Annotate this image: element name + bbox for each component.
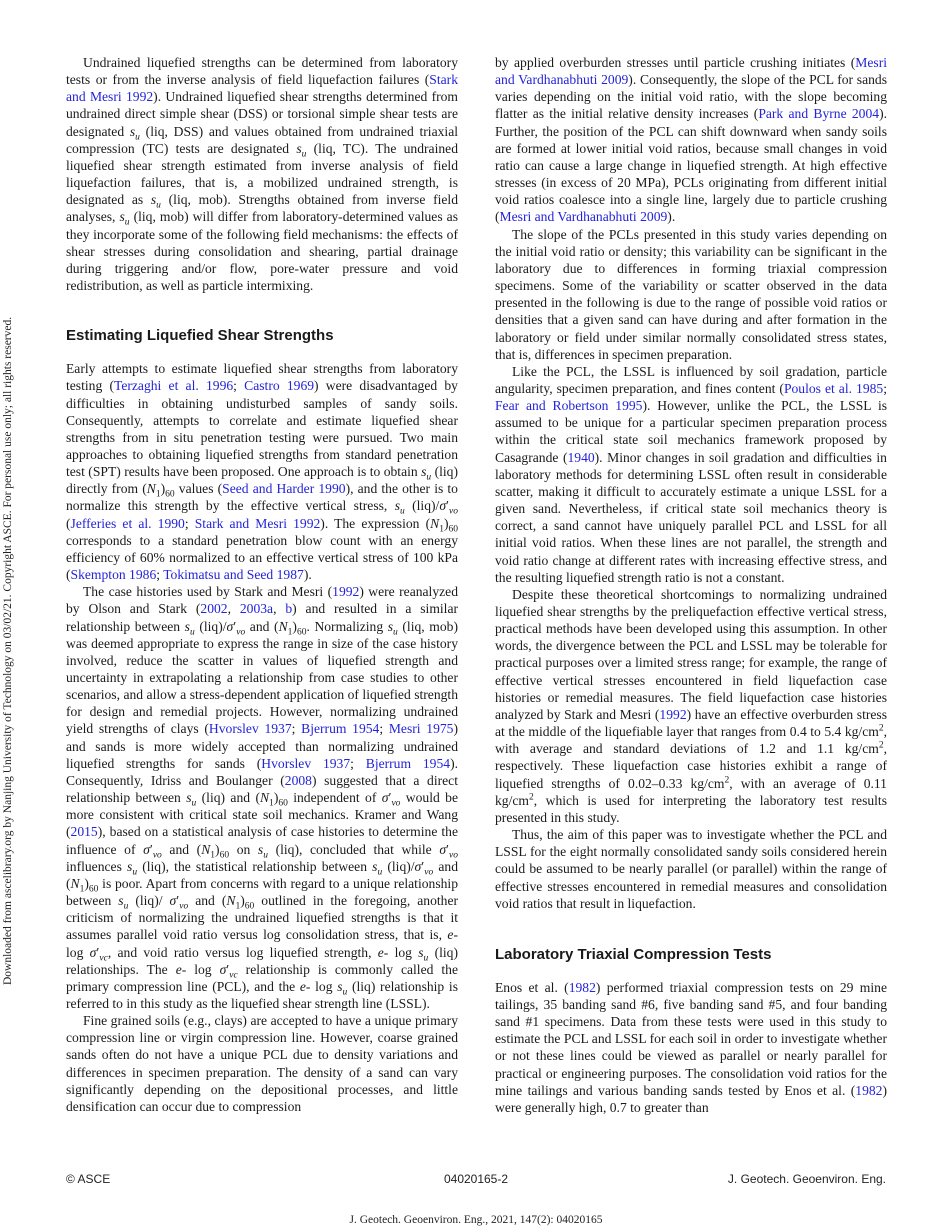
math-su-ratio: $s_u$ $(liq)/\sigma'_{vo}$	[184, 618, 246, 638]
math-su: $s_u$	[129, 123, 140, 143]
ref-link[interactable]: 2015	[70, 824, 98, 840]
math-n160: $(N_1)_{60}$	[66, 875, 99, 895]
math-su: $s_u$	[421, 464, 432, 483]
paragraph-intro: Undrained liquefied strengths can be determined from laboratory tests or from the inverse analysis of field liquefaction failures (Stark and Mesri 1992). Undrained liquefied shear strengths determined from undrained direct simple shear (DSS) or torsional simple shear tests are designated $s_u$ (liq, DSS) and values obtained from undrained triaxial compression (TC) tests are designated $s_u$ (liq, TC). The undrained liquefied shear strength estimated from inverse analysis of field liquefaction failures, that is, a mobilized undrained strength, is designated as $s_u$ (liq, mob). Strengths obtained from inverse field analyses, $s_u$ (liq, mob) will differ from laboratory-determined values as they incorporate some of the following field mechanisms: the effects of shear stresses during consolidation and shearing, partial drainage during triggering and/or flow, pore-water pressure and void redistribution, as well as particle intermixing.	[66, 55, 459, 294]
paragraph-overburden: by applied overburden stresses until particle crushing initiates (Mesri and Vardhanabhuti 2009). Consequently, the slope of the PCL for sands varies depending on the initial void ratio, with the slope becoming flatter as the initial relative density increases (Park and Byrne 2004). Further, the position of the PCL can shift downward when sandy soils are formed at lower initial void ratios, because small changes in void ratio can cause a large change in liquefied strength. At high effective stresses (in excess of 20 MPa), PCLs originating from different initial void ratios coalesce into a single line, largely due to particle crushing (Mesri and Vardhanabhuti 2009).	[495, 55, 888, 225]
ref-link[interactable]: 1992	[332, 584, 360, 600]
ref-link[interactable]: Seed and Harder 1990	[222, 481, 346, 497]
math-n160: $(N_1)_{60}$	[255, 790, 288, 809]
math-su-ratio: $s_u$ $(liq)/\sigma'_{vo}$	[372, 858, 434, 878]
math-su: $s_u$	[127, 858, 138, 878]
ref-link[interactable]: Bjerrum 1954	[301, 721, 380, 737]
math-sigma-vo: $\sigma'_{vo}$	[381, 790, 401, 809]
paragraph-early-attempts: Early attempts to estimate liquefied shear strengths from laboratory testing (Terzaghi et al. 1996; Castro 1969) were disadvantaged by difficulties in obtaining undisturbed samples of sandy soils. Consequently, attempts to correlate and estimate liquefied shear strengths from in situ penetration testing were pursued. Two main approaches to obtaining liquefied strengths from standard penetration test (SPT) results have been proposed. One approach is to obtain $s_u$ (liq) directly from $(N_1)_{60}$ values (Seed and Harder 1990), and the other is to normalize this strength by the effective vertical stress, $s_u$ $(liq)/\sigma'_{vo}$ (Jefferies et al. 1990; Stark and Mesri 1992). The expression $(N_1)_{60}$ corresponds to a standard penetration blow count with an energy efficiency of 60% normalized to an effective vertical stress of 100 kPa (Skempton 1986; Tokimatsu and Seed 1987).	[66, 361, 458, 583]
ref-link[interactable]: Hvorslev 1937	[261, 755, 351, 771]
ref-link[interactable]: 1982	[855, 1082, 883, 1098]
section-heading-estimating: Estimating Liquefied Shear Strengths	[66, 327, 334, 345]
ref-link[interactable]: Poulos et al. 1985	[783, 380, 884, 396]
math-su-liq: $s_u$ (liq)/ $\sigma'_{vo}$	[118, 893, 189, 912]
math-su: $s_u$	[296, 140, 307, 160]
ref-link[interactable]: 2003a	[239, 601, 274, 617]
ref-link[interactable]: Mesri and Vardhanabhuti 2009	[499, 209, 668, 225]
download-watermark: Downloaded from ascelibrary.org by Nanjing University of Technology on 03/02/21. Copyright ASCE. For personal use only; all rights reserved.	[2, 316, 14, 985]
page-citation: J. Geotech. Geoenviron. Eng., 2021, 147(2): 04020165	[349, 1214, 603, 1226]
section-heading-triaxial: Laboratory Triaxial Compression Tests	[495, 945, 772, 963]
math-su: $s_u$	[387, 618, 398, 638]
math-sigma-vo: $\sigma'_{vo}$	[143, 841, 162, 861]
math-n160: $(N_1)_{60}$	[425, 515, 458, 535]
ref-link[interactable]: b	[285, 601, 293, 617]
math-e-log-sigma: e- $\log \sigma'_{vc}$	[66, 927, 458, 964]
ref-link[interactable]: Stark and Mesri 1992	[194, 515, 321, 531]
paragraph-slope-pcl: The slope of the PCLs presented in this study varies depending on the initial void ratio or density; this variability can be significant in the laboratory due to differences in forming triaxial compression specimens. Some of the variability or scatter observed in the data presented in the following is due to the range of possible void ratios or densities that a given sand can have during and after formation in the laboratory or field under similar normally consolidated stress states, that is, differences in specimen preparation.	[495, 226, 887, 362]
paragraph-fine-grained: Fine grained soils (e.g., clays) are accepted to have a unique primary compression line or virgin compression line. However, coarse grained sands often do not have a unique PCL due to density variations and differences in specimen preparation. The density of a sand can vary significantly depending on the depositional processes, and little densification can occur due to compression	[66, 1013, 458, 1114]
math-n160: $(N_1)_{60}$	[221, 893, 255, 912]
ref-link[interactable]: Bjerrum 1954	[365, 755, 451, 771]
ref-link[interactable]: 1982	[568, 979, 596, 995]
math-n160: $(N_1)_{60}$	[142, 481, 175, 500]
paragraph-lssl: Like the PCL, the LSSL is influenced by soil gradation, particle angularity, specimen preparation, and fines content (Poulos et al. 1985; Fear and Robertson 1995). However, unlike the PCL, the LSSL is assumed to be unique for a particular specimen preparation process within the critical state soil mechanics framework proposed by Casagrande (1940). Minor changes in soil gradation and difficulties in laboratory methods for determining LSSL often result in considerable scatter, making it difficult to accurately estimate a unique LSSL for a given sand. Nevertheless, if critical state soil mechanics theory is correct, a sand cannot have uniquely parallel PCL and LSSL for all initial void ratios. When these lines are not parallel, the strength and void ratio change at different rates with increasing effective stress, and the resulting liquefied strength ratio is not a constant.	[495, 363, 888, 585]
paragraph-case-histories: The case histories used by Stark and Mesri (1992) were reanalyzed by Olson and Stark (2002, 2003a, b) and resulted in a similar relationship between $s_u$ $(liq)/\sigma'_{vo}$ and $(N_1)_{60}$. Normalizing $s_u$ (liq, mob) was deemed appropriate to express the range in size of the case history involved, reduce the scatter in values of liquefied strength and uncertainty in extrapolating a relationship from case studies to other scenarios, and allow a stress-dependent application of liquefied strength for design and remedial projects. However, normalizing undrained yield strengths of clays (Hvorslev 1937; Bjerrum 1954; Mesri 1975) and sands is more widely accepted than normalizing undrained liquefied strengths for sands (Hvorslev 1937; Bjerrum 1954). Consequently, Idriss and Boulanger (2008) suggested that a direct relationship between $s_u$ (liq) and $(N_1)_{60}$ independent of $\sigma'_{vo}$ would be more consistent with critical state soil mechanics. Kramer and Wang (2015), based on a statistical analysis of case histories to determine the influence of $\sigma'_{vo}$ and $(N_1)_{60}$ on $s_u$ (liq), concluded that while $\sigma'_{vo}$ influences $s_u$ (liq), the statistical relationship between $s_u$ $(liq)/\sigma'_{vo}$ and $(N_1)_{60}$ is poor. Apart from concerns with regard to a unique relationship between $s_u$ (liq)/ $\sigma'_{vo}$ and $(N_1)_{60}$ outlined in the foregoing, another criticism of normalizing the undrained liquefied strengths is that it assumes parallel void ratio versus log consolidation stress, that is, e- $\log \sigma'_{vc}$, and void ratio versus log liquefied strength, e- $\log s_u$ (liq) relationships. The e- $\log \sigma'_{vc}$ relationship is commonly called the primary compression line (PCL), and the e- $\log s_u$ (liq) relationship is referred to in this study as the liquefied shear strength line (LSSL).	[66, 584, 459, 1011]
ref-link[interactable]: Park and Byrne 2004	[758, 106, 880, 122]
paragraph-enos: Enos et al. (1982) performed triaxial compression tests on 29 mine tailings, 35 banding sand #6, five banding sand #5, and four banding sand #1 specimens. Data from these tests were used in this study to estimate the PCL and LSSL for each soil in order to investigate whether or not these lines could be viewed as parallel or nearly parallel for practical or engineering purposes. The consolidation void ratios for the mine tailings and various banding sands tested by Enos et al. (1982) were generally high, 0.7 to greater than	[495, 979, 887, 1115]
footer-page-number: 04020165-2	[443, 1172, 509, 1186]
math-su: $s_u$	[257, 841, 268, 861]
ref-link[interactable]: Stark and Mesri 1992	[66, 72, 458, 105]
math-n160: $(N_1)_{60}$	[196, 841, 230, 861]
math-su: $s_u$	[119, 209, 130, 229]
ref-link[interactable]: 1940	[567, 449, 595, 465]
ref-link[interactable]: 1992	[659, 706, 687, 722]
math-su: $s_u$	[150, 192, 161, 211]
left-column	[66, 54, 458, 1115]
ref-link[interactable]: Tokimatsu and Seed 1987	[163, 567, 304, 583]
ref-link[interactable]: Mesri 1975	[388, 721, 454, 737]
ref-link[interactable]: Fear and Robertson 1995	[495, 398, 643, 414]
math-n160: $(N_1)_{60}$	[274, 618, 307, 638]
math-e-log-sigma: e- $\log \sigma'_{vc}$	[175, 961, 238, 981]
paragraph-despite: Despite these theoretical shortcomings to normalizing undrained liquefied shear strengths by the preliquefaction effective vertical stress, practical methods have been developed using this assumption. In other words, the divergence between the PCL and LSSL may be tolerable for practical purposes over a limited stress range; for example, the range of effective vertical stresses encountered in field liquefaction case histories or remedial measures. The field liquefaction case histories analyzed by Stark and Mesri (1992) have an effective overburden stress at the middle of the liquefiable layer that ranges from 0.4 to 5.4 $kg/cm^2$, with average and standard deviations of 1.2 and 1.1 $kg/cm^2$, respectively. These liquefaction case histories exhibit a range of liquefied strengths of 0.02–0.33 $kg/cm^2$, with an average of 0.11 $kg/cm^2$, which is used for interpreting the laboratory test results presented in this study.	[495, 586, 887, 825]
math-su: $s_u$	[186, 790, 197, 809]
ref-link[interactable]: Jefferies et al. 1990	[70, 515, 185, 531]
ref-link[interactable]: Castro 1969	[244, 378, 315, 394]
ref-link[interactable]: Mesri and Vardhanabhuti 2009	[495, 55, 887, 88]
footer-journal: J. Geotech. Geoenviron. Eng.	[727, 1172, 886, 1186]
ref-link[interactable]: 2002	[200, 601, 228, 617]
footer-copyright: © ASCE	[66, 1172, 111, 1186]
math-e-log-su: e- $\log s_u$	[299, 978, 348, 998]
ref-link[interactable]: Terzaghi et al. 1996	[113, 378, 234, 394]
paragraph-aim: Thus, the aim of this paper was to investigate whether the PCL and LSSL for the eight normally consolidated sandy soils considered herein could be assumed to be nearly parallel (or parallel) within the range of effective stresses encountered in remedial measures and consolidation void ratios that result in liquefaction.	[495, 827, 887, 911]
right-column	[495, 54, 887, 1116]
ref-link[interactable]: Skempton 1986	[70, 567, 157, 583]
ref-link[interactable]: Hvorslev 1937	[208, 721, 292, 737]
math-su-ratio: $s_u$ $(liq)/\sigma'_{vo}$	[394, 498, 458, 518]
math-sigma-vo: $\sigma'_{vo}$	[439, 841, 458, 861]
ref-link[interactable]: 2008	[284, 772, 312, 788]
math-e-log-su: e- $\log s_u$	[377, 944, 429, 964]
